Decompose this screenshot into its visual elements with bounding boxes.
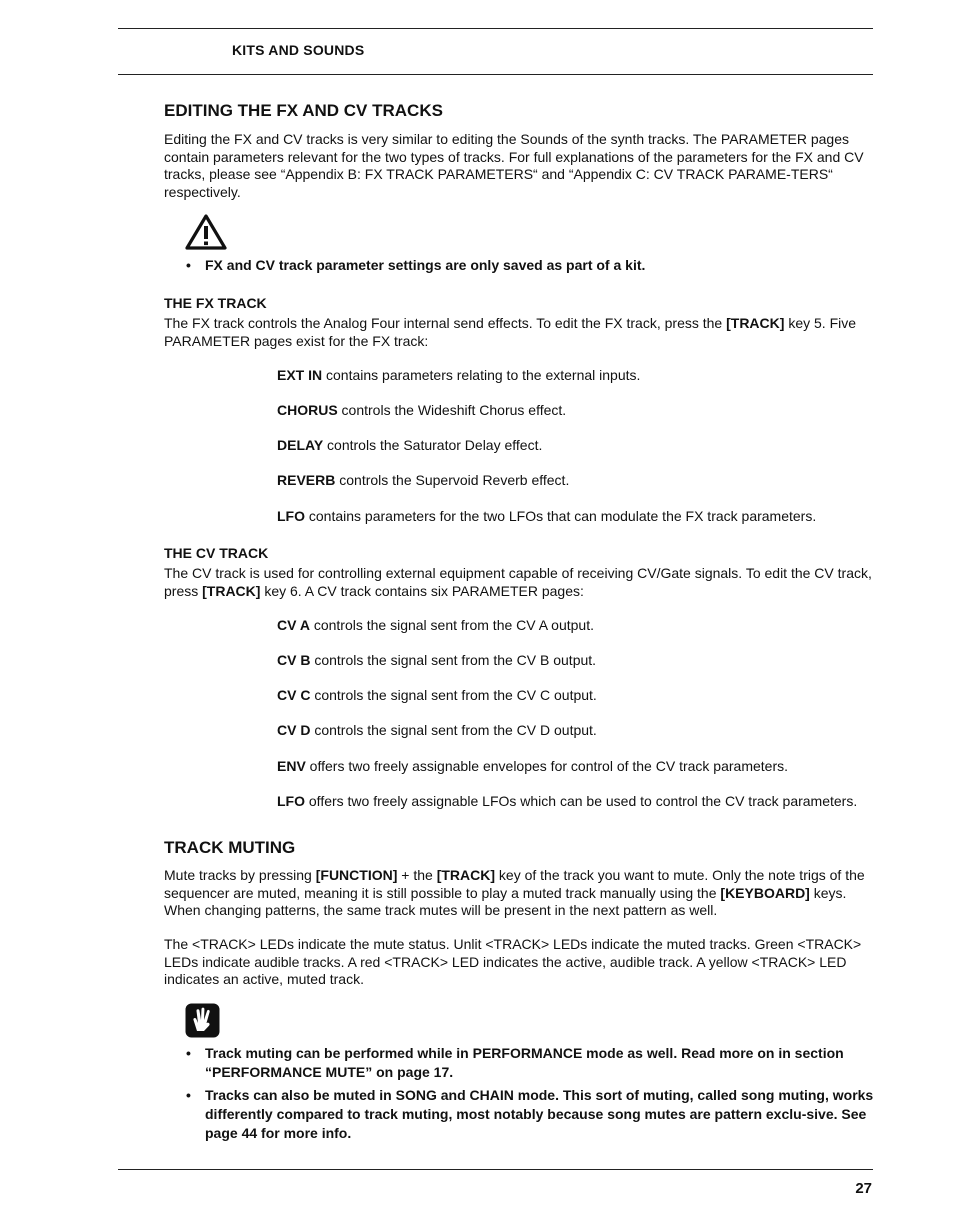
- muting-text-d: keys. When changing patterns, the same track mutes will be present in the next pattern as well.: [164, 884, 847, 919]
- function-key: [FUNCTION]: [315, 867, 398, 883]
- cv-page-desc: offers two freely assignable LFOs which can be used to control the CV track parameters.: [305, 793, 858, 809]
- fx-page-desc: controls the Wideshift Chorus effect.: [337, 402, 567, 418]
- cv-page-desc: controls the signal sent from the CV C output.: [310, 687, 597, 703]
- cv-page-cv-d: [277, 722, 597, 739]
- fx-page-desc: controls the Saturator Delay effect.: [323, 437, 543, 453]
- fx-page-lfo: [277, 508, 816, 525]
- cv-page-cv-a: [277, 617, 594, 634]
- muting-text-a: Mute tracks by pressing: [164, 867, 316, 883]
- track-key: [TRACK]: [202, 582, 261, 599]
- cv-page-name: CV D: [277, 722, 311, 738]
- cv-page-desc: controls the signal sent from the CV B output.: [310, 652, 597, 668]
- cv-page-desc: offers two freely assignable envelopes for control of the CV track parameters.: [305, 758, 788, 774]
- fx-page-name: EXT IN: [277, 367, 323, 383]
- muting-text-c: key of the track you want to mute. Only the note trigs of the sequencer are muted, meaning it is still possible to play a muted track manually using the: [164, 867, 865, 901]
- fx-cv-intro: Editing the FX and CV tracks is very similar to editing the Sounds of the synth tracks. The PARAMETER pages contain parameters relevant for the two types of tracks. For full explanations of the parameters for the FX and CV tracks, please see “Appendix B: FX TRACK PARAMETERS“ and “Appendix C: CV TRACK PARAME-TERS“ respectively.: [164, 131, 864, 200]
- cv-page-name: ENV: [277, 758, 306, 774]
- cv-page-desc: controls the signal sent from the CV D output.: [310, 722, 597, 738]
- track-key: [TRACK]: [436, 867, 496, 883]
- muting-text-b: + the: [397, 867, 437, 883]
- bullet-icon: •: [186, 257, 191, 273]
- fx-page-name: CHORUS: [277, 402, 338, 418]
- tip-bullet-1: [186, 1044, 876, 1082]
- section-heading-fx-cv: EDITING THE FX AND CV TRACKS: [164, 101, 443, 120]
- track-key: [TRACK]: [726, 315, 785, 331]
- fx-page-name: REVERB: [277, 472, 336, 488]
- fx-track-heading: THE FX TRACK: [164, 295, 267, 311]
- cv-page-name: CV A: [277, 617, 310, 633]
- warning-triangle-icon: [184, 213, 228, 251]
- cv-track-heading: THE CV TRACK: [164, 545, 269, 561]
- header-bottom-rule: [118, 74, 873, 75]
- cv-page-lfo: [277, 793, 857, 810]
- fx-page-desc: controls the Supervoid Reverb effect.: [335, 472, 570, 488]
- fx-page-desc: contains parameters relating to the external inputs.: [322, 367, 641, 383]
- warning-note: [186, 256, 876, 275]
- cv-page-cv-c: [277, 687, 597, 704]
- keyboard-key: [KEYBOARD]: [720, 884, 810, 901]
- running-header: KITS AND SOUNDS: [232, 42, 365, 58]
- cv-intro-text-1: The CV track is used for controlling external equipment capable of receiving CV/Gate signals. To edit the CV track, press: [164, 565, 872, 599]
- fx-page-chorus: [277, 402, 566, 419]
- page-number: 27: [855, 1180, 872, 1197]
- fx-page-desc: contains parameters for the two LFOs that can modulate the FX track parameters.: [305, 508, 817, 524]
- track-muting-paragraph-1: [164, 867, 874, 920]
- cv-intro-text-2: key 6. A CV track contains six PARAMETER pages:: [260, 582, 584, 599]
- warning-note-text: FX and CV track parameter settings are only saved as part of a kit.: [205, 257, 646, 273]
- tip-bullet-2: [186, 1086, 876, 1143]
- header-top-rule: [118, 28, 873, 29]
- fx-page-delay: [277, 437, 542, 454]
- fx-intro-text-1: The FX track controls the Analog Four internal send effects. To edit the FX track, press the: [164, 315, 727, 331]
- track-muting-paragraph-2: The <TRACK> LEDs indicate the mute status. Unlit <TRACK> LEDs indicate the muted tracks. Green <TRACK> LEDs indicate audible tracks. A red <TRACK> LED indicates the active, audible track. A yellow <TRACK> LED indicates an active, muted track.: [164, 936, 862, 988]
- footer-rule: [118, 1169, 873, 1170]
- hand-tip-icon: [185, 1003, 220, 1038]
- fx-page-ext-in: [277, 367, 640, 384]
- fx-page-name: LFO: [277, 508, 305, 524]
- fx-page-reverb: [277, 472, 569, 489]
- cv-page-name: CV C: [277, 687, 311, 703]
- fx-intro-text-2: key 5. Five PARAMETER pages exist for the FX track:: [164, 315, 857, 349]
- fx-page-name: DELAY: [277, 437, 324, 453]
- tip-text: Tracks can also be muted in SONG and CHAIN mode. This sort of muting, called song muting, works differently compared to track muting, most notably because song mutes are pattern exclu-sive. See page 44 for more info.: [205, 1087, 874, 1141]
- cv-page-name: LFO: [277, 793, 305, 809]
- cv-page-cv-b: [277, 652, 596, 669]
- bullet-icon: •: [186, 1087, 191, 1103]
- cv-page-name: CV B: [277, 652, 311, 668]
- section-heading-track-muting: TRACK MUTING: [164, 838, 296, 857]
- cv-track-intro: [164, 565, 874, 600]
- tip-text: Track muting can be performed while in PERFORMANCE mode as well. Read more on in section “PERFORMANCE MUTE” on page 17.: [205, 1045, 844, 1080]
- cv-page-desc: controls the signal sent from the CV A output.: [309, 617, 594, 633]
- bullet-icon: •: [186, 1045, 191, 1061]
- fx-track-intro: [164, 315, 874, 350]
- cv-page-env: [277, 758, 788, 775]
